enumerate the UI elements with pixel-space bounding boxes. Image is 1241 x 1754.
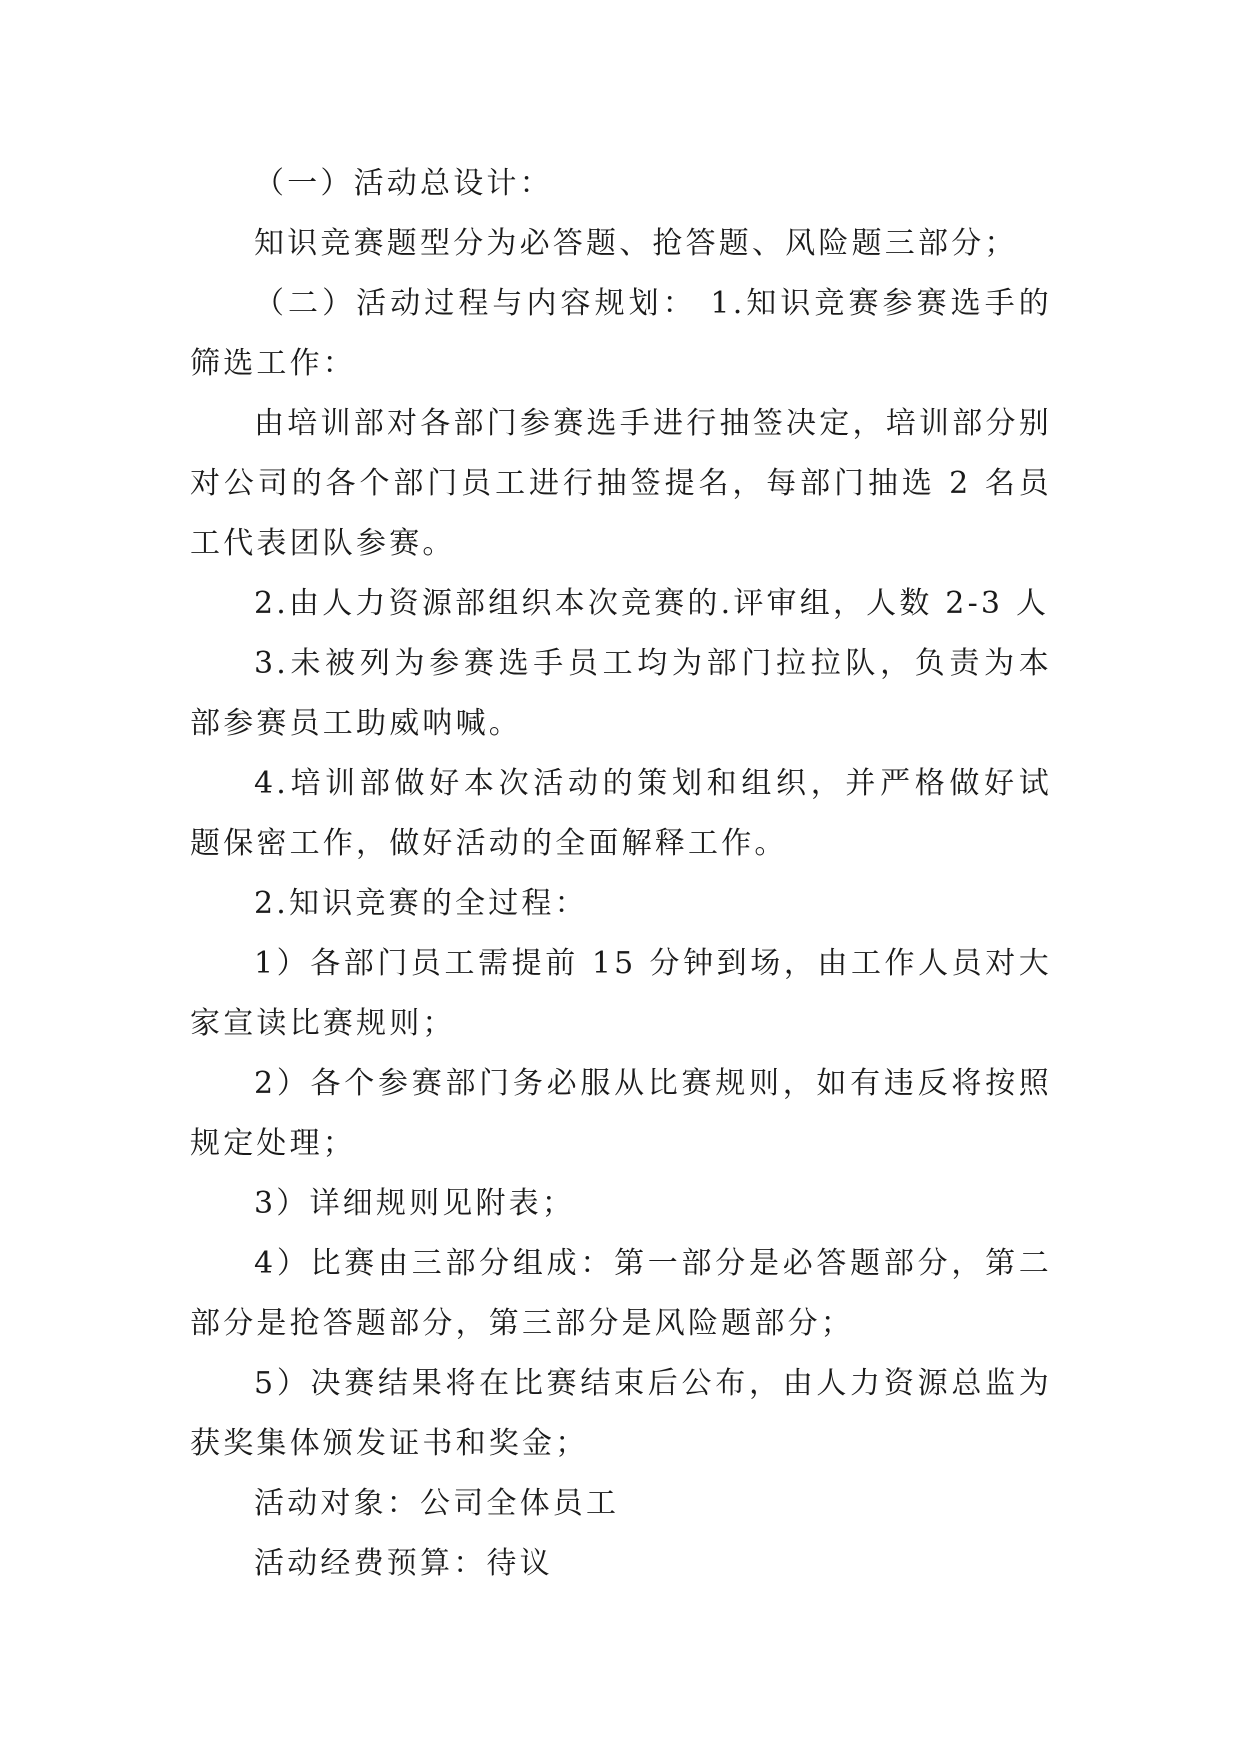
paragraph-11: 3）详细规则见附表； xyxy=(254,1186,576,1221)
paragraph-4: 由培训部对各部门参赛选手进行抽签决定，培训部分别对公司的各个部门员工进行抽签提名，每部门抽选 2 名员工代表团队参赛。 xyxy=(190,406,1052,561)
paragraph-8: 2.知识竞赛的全过程： xyxy=(254,886,588,921)
paragraph-10: 2）各个参赛部门务必服从比赛规则，如有违反将按照规定处理； xyxy=(190,1066,1052,1161)
document-body xyxy=(190,154,1052,1594)
paragraph-9: 1）各部门员工需提前 15 分钟到场，由工作人员对大家宣读比赛规则； xyxy=(190,946,1052,1041)
paragraph-1: （一）活动总设计： xyxy=(254,166,553,201)
paragraph-12: 4）比赛由三部分组成：第一部分是必答题部分，第二部分是抢答题部分，第三部分是风险题部分； xyxy=(190,1246,1052,1341)
paragraph-7: 4.培训部做好本次活动的策划和组织，并严格做好试题保密工作，做好活动的全面解释工作。 xyxy=(190,766,1052,861)
paragraph-15: 活动经费预算：待议 xyxy=(254,1546,553,1581)
paragraph-5: 2.由人力资源部组织本次竞赛的.评审组，人数 2-3 人 xyxy=(254,586,1050,621)
paragraph-2: 知识竞赛题型分为必答题、抢答题、风险题三部分； xyxy=(254,226,1018,261)
paragraph-3: （二）活动过程与内容规划： 1.知识竞赛参赛选手的筛选工作： xyxy=(190,286,1052,381)
paragraph-14: 活动对象：公司全体员工 xyxy=(254,1486,620,1521)
paragraph-13: 5）决赛结果将在比赛结束后公布，由人力资源总监为获奖集体颁发证书和奖金； xyxy=(190,1366,1052,1461)
paragraph-6: 3.未被列为参赛选手员工均为部门拉拉队，负责为本部参赛员工助威呐喊。 xyxy=(190,646,1052,741)
